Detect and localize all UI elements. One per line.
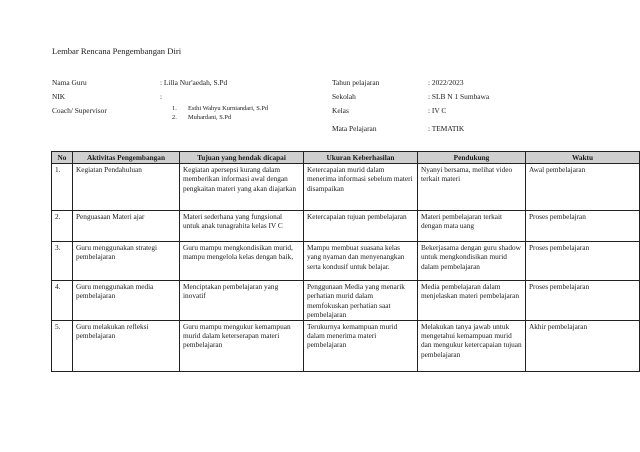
cell-no: 3. <box>52 242 73 281</box>
cell-ukuran: Ketercapaian tujuan pembelajaran <box>304 211 418 242</box>
header-ukuran: Ukuran Keberhasilan <box>304 152 418 164</box>
development-plan-table <box>51 151 640 372</box>
document-title: Lembar Rencana Pengembangan Diri <box>52 46 182 56</box>
nama-guru-value: : Lilla Nur'aedah, S.Pd <box>160 78 228 87</box>
cell-pendukung: Media pembelajaran dalam menjelaskan materi pembelajaran <box>418 281 526 321</box>
cell-pendukung: Materi pembelajaran terkait dengan mata uang <box>418 211 526 242</box>
tahun-value: : 2022/2023 <box>428 78 464 87</box>
cell-tujuan: Menciptakan pembelajaran yang inovatif <box>180 281 304 321</box>
nik-value: : <box>160 92 163 101</box>
cell-aktivitas: Penguasaan Materi ajar <box>73 211 180 242</box>
cell-no: 4. <box>52 281 73 321</box>
cell-pendukung: Bekerjasama dengan guru shadow untuk mengkondisikan murid dalam pembelajaran <box>418 242 526 281</box>
cell-aktivitas: Guru melakukan refleksi pembelajaran <box>73 321 180 372</box>
cell-no: 2. <box>52 211 73 242</box>
cell-tujuan: Guru mampu mengkondisikan murid, mampu mengelola kelas dengan baik, <box>180 242 304 281</box>
kelas-value: : IV C <box>428 106 447 115</box>
cell-no: 1. <box>52 164 73 211</box>
table-header-row <box>52 152 640 164</box>
table-row <box>52 164 640 211</box>
cell-ukuran: Ketercapaian murid dalam menerima informasi sebelum materi disampaikan <box>304 164 418 211</box>
header-waktu: Waktu <box>526 152 640 164</box>
nik-label: NIK <box>52 92 66 101</box>
coach-item: 1. Esthi Wahyu Kurniandari, S.Pd <box>172 105 269 112</box>
cell-aktivitas: Guru menggunakan strategi pembelajaran <box>73 242 180 281</box>
cell-waktu: Proses pembelajran <box>526 211 640 242</box>
mapel-label: Mata Pelajaran <box>332 124 377 133</box>
header-no: No <box>52 152 73 164</box>
cell-waktu: Akhir pembelajaran <box>526 321 640 372</box>
cell-waktu: Awal pembelajaran <box>526 164 640 211</box>
cell-pendukung: Nyanyi bersama, melihat video terkait materi <box>418 164 526 211</box>
table-row <box>52 242 640 281</box>
cell-tujuan: Materi sederhana yang fungsional untuk anak tunagrahita kelas IV C <box>180 211 304 242</box>
cell-no: 5. <box>52 321 73 372</box>
sekolah-label: Sekolah <box>332 92 356 101</box>
cell-tujuan: Kegiatan apersepsi kurang dalam memberikan informasi awal dengan pengkaitan materi yang akan diajarkan <box>180 164 304 211</box>
sekolah-value: : SLB N 1 Sumbawa <box>428 92 490 101</box>
header-aktivitas: Aktivitas Pengembangan <box>73 152 180 164</box>
cell-waktu: Proses pembelajaran <box>526 242 640 281</box>
header-tujuan: Tujuan yang hendak dicapai <box>180 152 304 164</box>
cell-aktivitas: Kegiatan Pendahuluan <box>73 164 180 211</box>
kelas-label: Kelas <box>332 106 349 115</box>
table-row <box>52 281 640 321</box>
mapel-value: : TEMATIK <box>428 124 465 133</box>
header-pendukung: Pendukung <box>418 152 526 164</box>
cell-ukuran: Terukurnya kemampuan murid dalam menerima materi pembelajaran <box>304 321 418 372</box>
cell-ukuran: Penggunaan Media yang menarik perhatian murid dalam memfokuskan perhatian saat pembelajaran <box>304 281 418 321</box>
table-row <box>52 211 640 242</box>
cell-tujuan: Guru mampu mengukur kemampuan murid dalam keterserapan materi pembelajaran <box>180 321 304 372</box>
nama-guru-label: Nama Guru <box>52 78 87 87</box>
coach-item: 2. Muhardani, S.Pd <box>172 114 232 121</box>
cell-ukuran: Mampu membuat suasana kelas yang nyaman dan menyenangkan serta kondusif untuk belajar. <box>304 242 418 281</box>
tahun-label: Tahun pelajaran <box>332 78 380 87</box>
cell-waktu: Proses pembelajaran <box>526 281 640 321</box>
cell-aktivitas: Guru menggunakan media pembelajaran <box>73 281 180 321</box>
coach-list <box>172 104 268 122</box>
cell-pendukung: Melakukan tanya jawab untuk mengetahui kemampuan murid dan mengukur ketercapaian tujuan pembelajaran <box>418 321 526 372</box>
coach-label: Coach/ Supervisor <box>52 106 107 115</box>
table-row <box>52 321 640 372</box>
